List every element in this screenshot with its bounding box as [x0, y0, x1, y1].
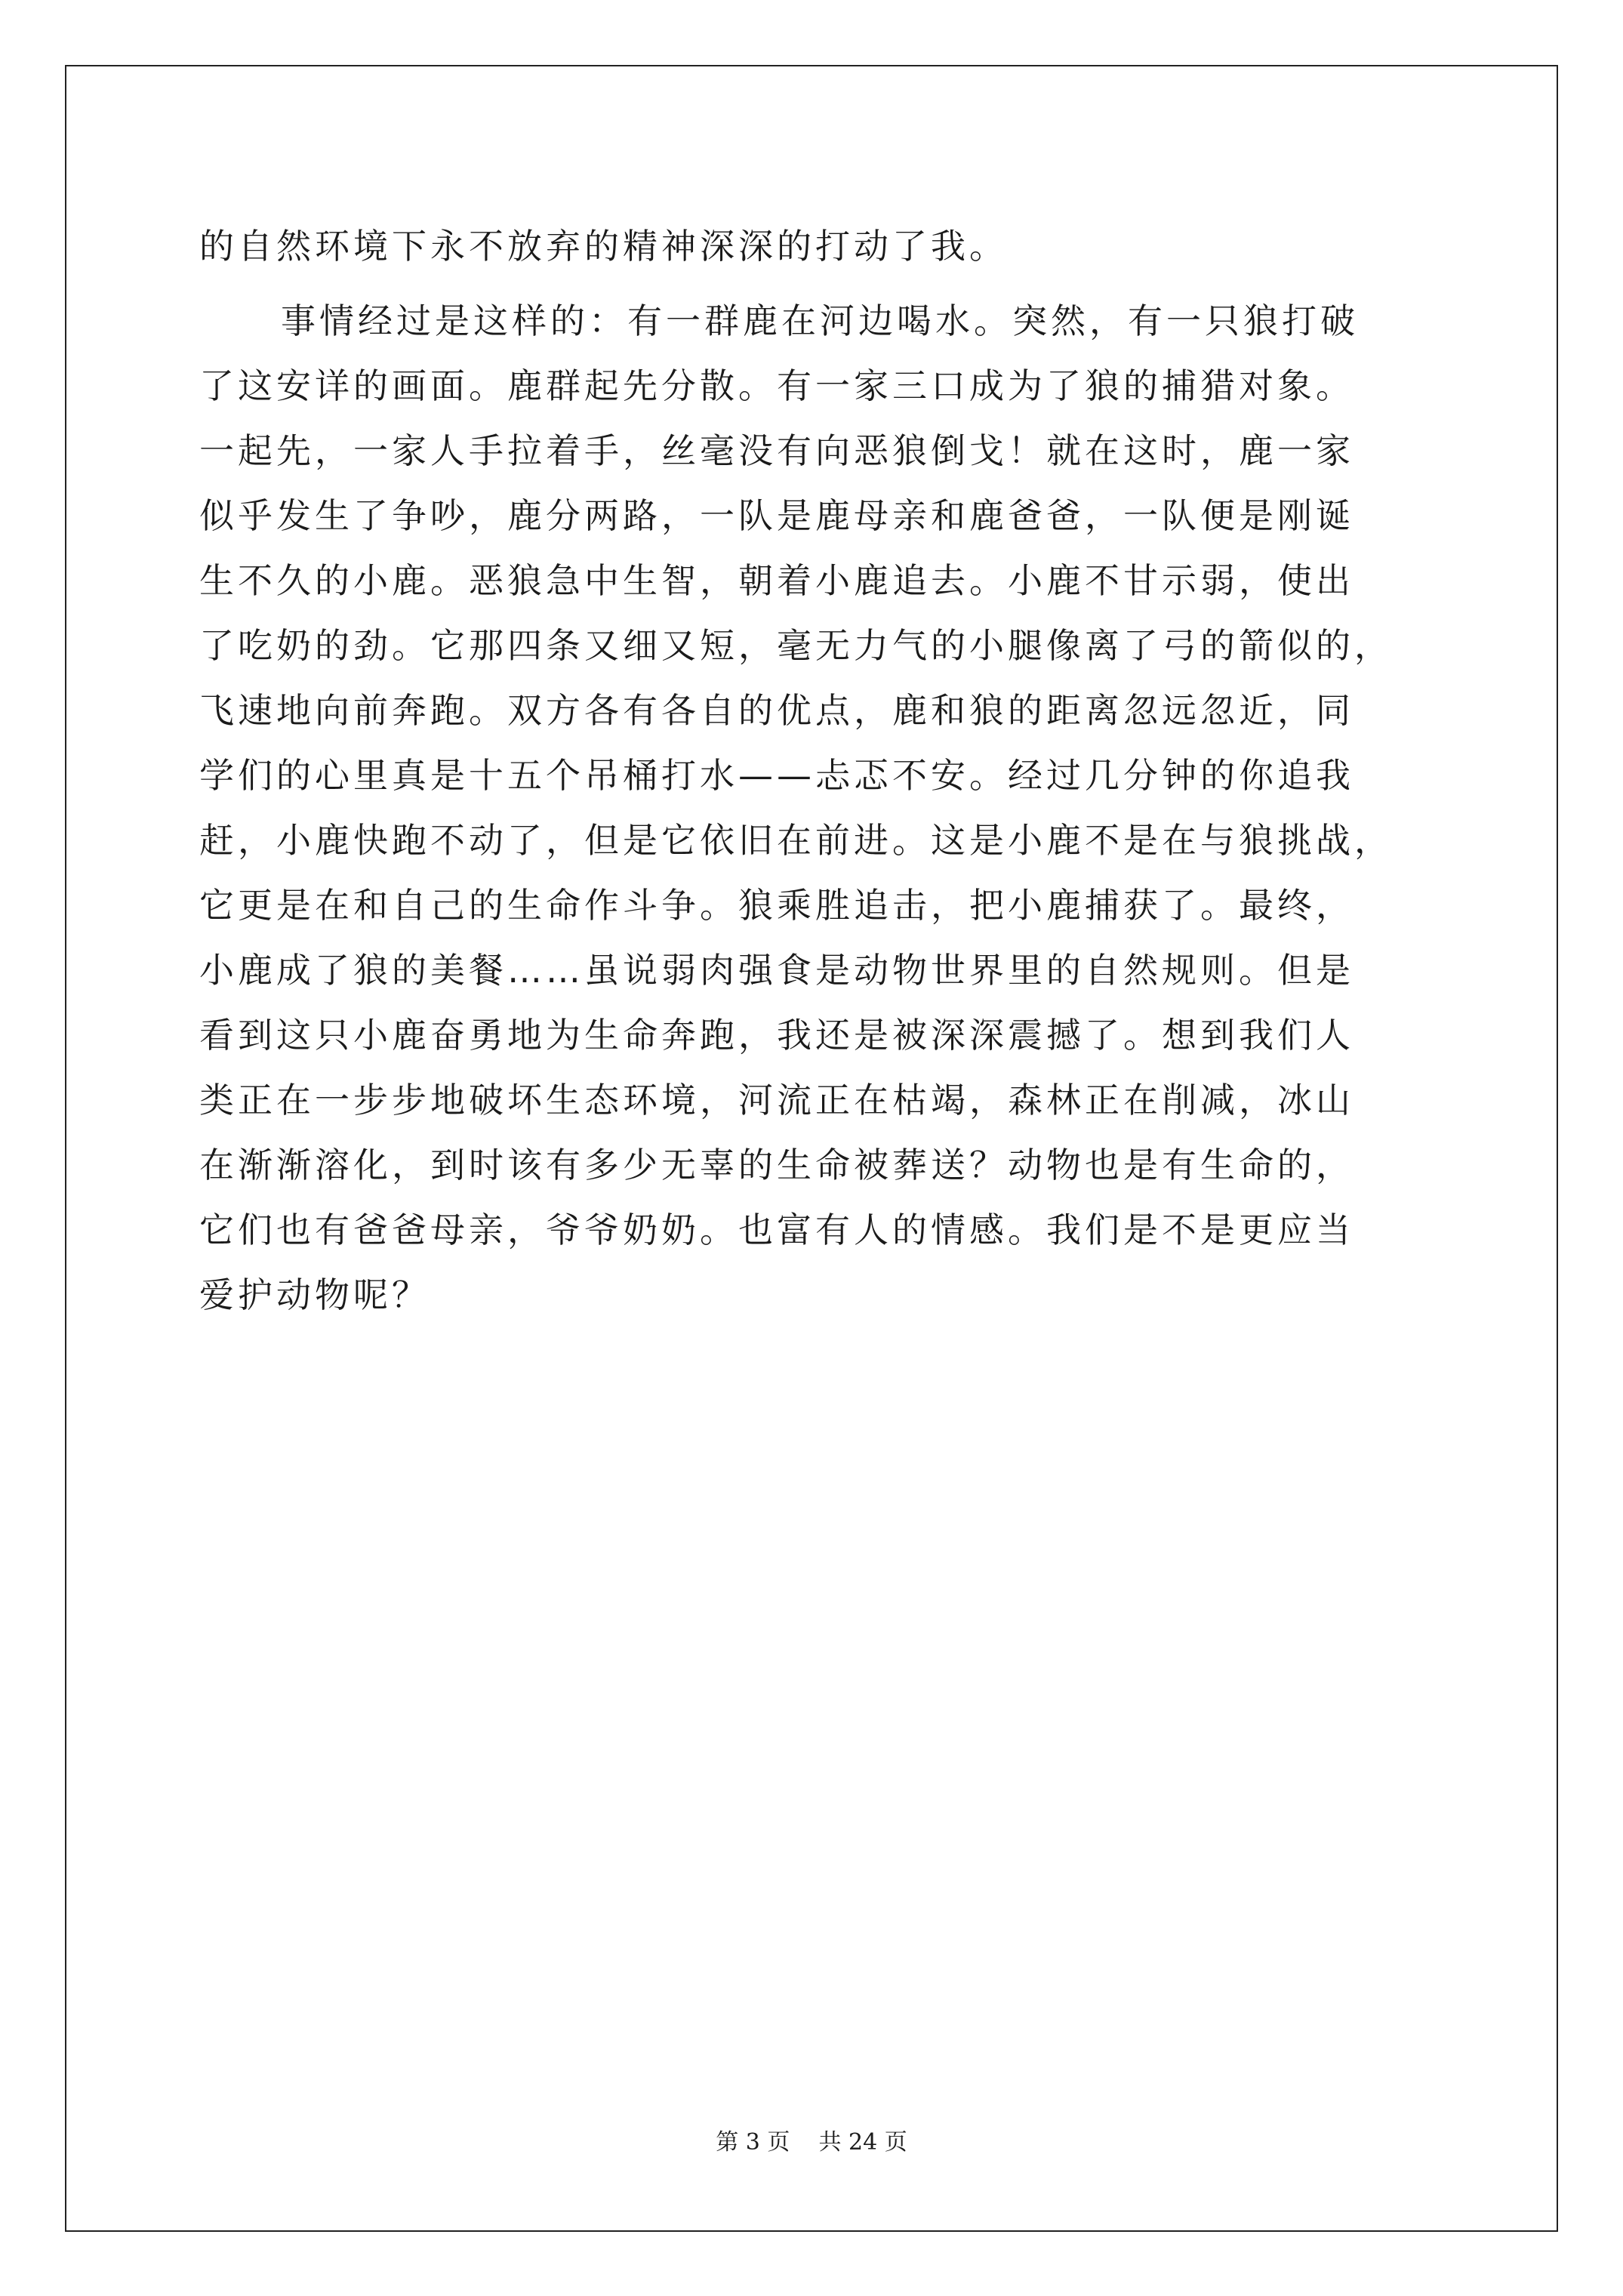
body-line-5: 似乎发生了争吵，鹿分两路，一队是鹿母亲和鹿爸爸，一队便是刚诞 — [199, 495, 1354, 536]
body-line-15: 在渐渐溶化，到时该有多少无辜的生命被葬送？动物也是有生命的， — [199, 1145, 1354, 1185]
body-line-4: 一起先，一家人手拉着手，丝毫没有向恶狼倒戈！就在这时，鹿一家 — [199, 430, 1354, 471]
body-line-14: 类正在一步步地破坏生态环境，河流正在枯竭，森林正在削减，冰山 — [199, 1080, 1354, 1120]
body-line-7: 了吃奶的劲。它那四条又细又短，毫无力气的小腿像离了弓的箭似的， — [199, 625, 1393, 666]
body-line-17: 爱护动物呢？ — [199, 1274, 430, 1315]
body-line-11: 它更是在和自己的生命作斗争。狼乘胜追击，把小鹿捕获了。最终， — [199, 885, 1354, 926]
body-line-16: 它们也有爸爸母亲，爷爷奶奶。也富有人的情感。我们是不是更应当 — [199, 1210, 1354, 1250]
body-line-1: 的自然环境下永不放弃的精神深深的打动了我。 — [199, 226, 1008, 267]
body-line-6: 生不久的小鹿。恶狼急中生智，朝着小鹿追去。小鹿不甘示弱，使出 — [199, 560, 1354, 601]
body-line-13: 看到这只小鹿奋勇地为生命奔跑，我还是被深深震撼了。想到我们人 — [199, 1015, 1354, 1056]
page-number-footer: 第 3 页 共 24 页 — [716, 2129, 907, 2156]
body-line-2: 事情经过是这样的：有一群鹿在河边喝水。突然，有一只狼打破 — [281, 300, 1359, 341]
body-line-8: 飞速地向前奔跑。双方各有各自的优点，鹿和狼的距离忽远忽近，同 — [199, 690, 1354, 731]
body-line-12: 小鹿成了狼的美餐……虽说弱肉强食是动物世界里的自然规则。但是 — [199, 950, 1354, 991]
body-line-10: 赶，小鹿快跑不动了，但是它依旧在前进。这是小鹿不是在与狼挑战， — [199, 820, 1393, 861]
body-line-9: 学们的心里真是十五个吊桶打水——忐忑不安。经过几分钟的你追我 — [199, 755, 1354, 796]
body-line-3: 了这安详的画面。鹿群起先分散。有一家三口成为了狼的捕猎对象。 — [199, 365, 1354, 406]
